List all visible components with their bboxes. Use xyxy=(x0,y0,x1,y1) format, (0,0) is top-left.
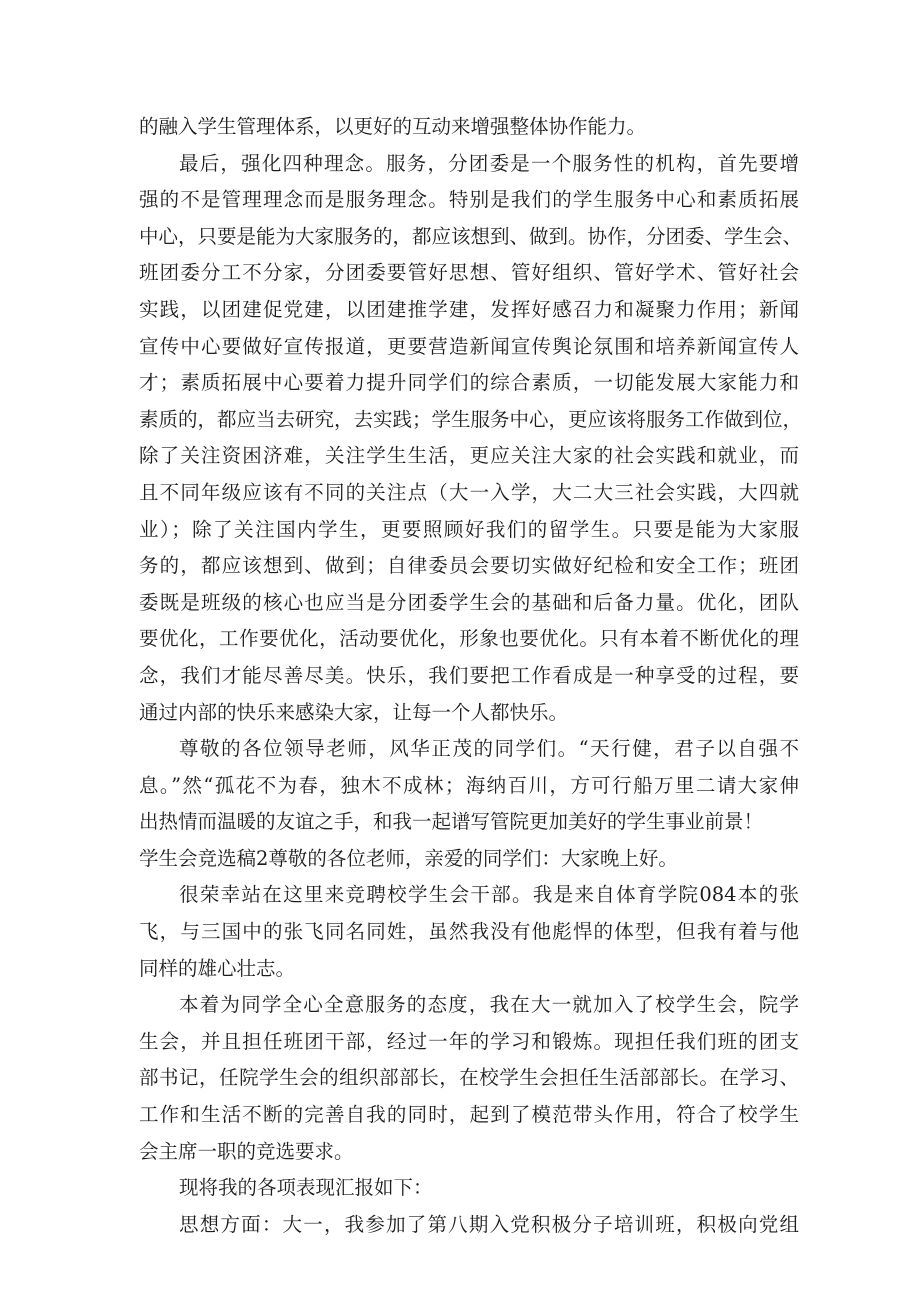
text-line: 强的不是管理理念而是服务理念。特别是我们的学生服务中心和素质拓展 xyxy=(139,188,799,212)
text-line: 飞，与三国中的张飞同名同姓，虽然我没有他彪悍的体型，但我有着与他 xyxy=(139,920,799,944)
text-line: 委既是班级的核心也应当是分团委学生会的基础和后备力量。优化，团队 xyxy=(139,590,799,614)
text-line: 素质的，都应当去研究，去实践；学生服务中心，更应该将服务工作做到位， xyxy=(139,407,803,431)
text-line: 实践，以团建促党建，以团建推学建，发挥好感召力和凝聚力作用；新闻 xyxy=(139,297,799,321)
text-line: 要优化，工作要优化，活动要优化，形象也要优化。只有本着不断优化的理 xyxy=(139,627,799,651)
paragraph-first-line: 现将我的各项表现汇报如下： xyxy=(179,1176,433,1200)
text-line: 部书记，任院学生会的组织部部长，在校学生会担任生活部部长。在学习、 xyxy=(139,1066,799,1090)
text-line: 生会，并且担任班团干部，经过一年的学习和锻炼。现担任我们班的团支 xyxy=(139,1029,799,1053)
text-line: 息。”然“孤花不为春，独木不成林；海纳百川，方可行船万里二请大家伸 xyxy=(139,773,799,797)
text-line: 会主席一职的竞选要求。 xyxy=(139,1139,354,1163)
text-line: 且不同年级应该有不同的关注点（大一入学，大二大三社会实践，大四就 xyxy=(139,480,799,504)
text-line: 班团委分工不分家，分团委要管好思想、管好组织、管好学术、管好社会 xyxy=(139,261,799,285)
text-line: 中心，只要是能为大家服务的，都应该想到、做到。协作，分团委、学生会、 xyxy=(139,224,803,248)
text-line: 务的，都应该想到、做到；自律委员会要切实做好纪检和安全工作；班团 xyxy=(139,554,799,578)
paragraph-first-line: 思想方面：大一，我参加了第八期入党积极分子培训班，积极向党组 xyxy=(179,1212,799,1236)
document-body xyxy=(139,109,803,1243)
paragraph-first-line: 很荣幸站在这里来竞聘校学生会干部。我是来自体育学院084本的张 xyxy=(179,883,799,907)
paragraph-first-line: 本着为同学全心全意服务的态度，我在大一就加入了校学生会，院学 xyxy=(179,993,799,1017)
text-line: 同样的雄心壮志。 xyxy=(139,956,296,980)
text-line: 业）；除了关注国内学生，更要照顾好我们的留学生。只要是能为大家服 xyxy=(139,517,799,541)
text-line: 除了关注资困济难，关注学生生活，更应关注大家的社会实践和就业，而 xyxy=(139,444,799,468)
text-line: 宣传中心要做好宣传报道，更要营造新闻宣传舆论氛围和培养新闻宣传人 xyxy=(139,334,799,358)
text-line: 的融入学生管理体系，以更好的互动来增强整体协作能力。 xyxy=(139,115,647,138)
text-line: 学生会竞选稿2尊敬的各位老师，亲爱的同学们：大家晚上好。 xyxy=(139,846,678,870)
text-line: 通过内部的快乐来感染大家，让每一个人都快乐。 xyxy=(139,700,569,724)
paragraph-first-line: 最后，强化四种理念。服务，分团委是一个服务性的机构，首先要增 xyxy=(179,151,799,175)
paragraph-first-line: 尊敬的各位领导老师，风华正茂的同学们。“天行健，君子以自强不 xyxy=(179,737,799,761)
text-line: 才；素质拓展中心要着力提升同学们的综合素质，一切能发展大家能力和 xyxy=(139,371,799,395)
text-line: 念，我们才能尽善尽美。快乐，我们要把工作看成是一种享受的过程，要 xyxy=(139,663,799,687)
text-line: 工作和生活不断的完善自我的同时，起到了模范带头作用，符合了校学生 xyxy=(139,1103,799,1127)
text-line: 出热情而温暖的友谊之手，和我一起谱写管院更加美好的学生事业前景！ xyxy=(139,810,764,834)
